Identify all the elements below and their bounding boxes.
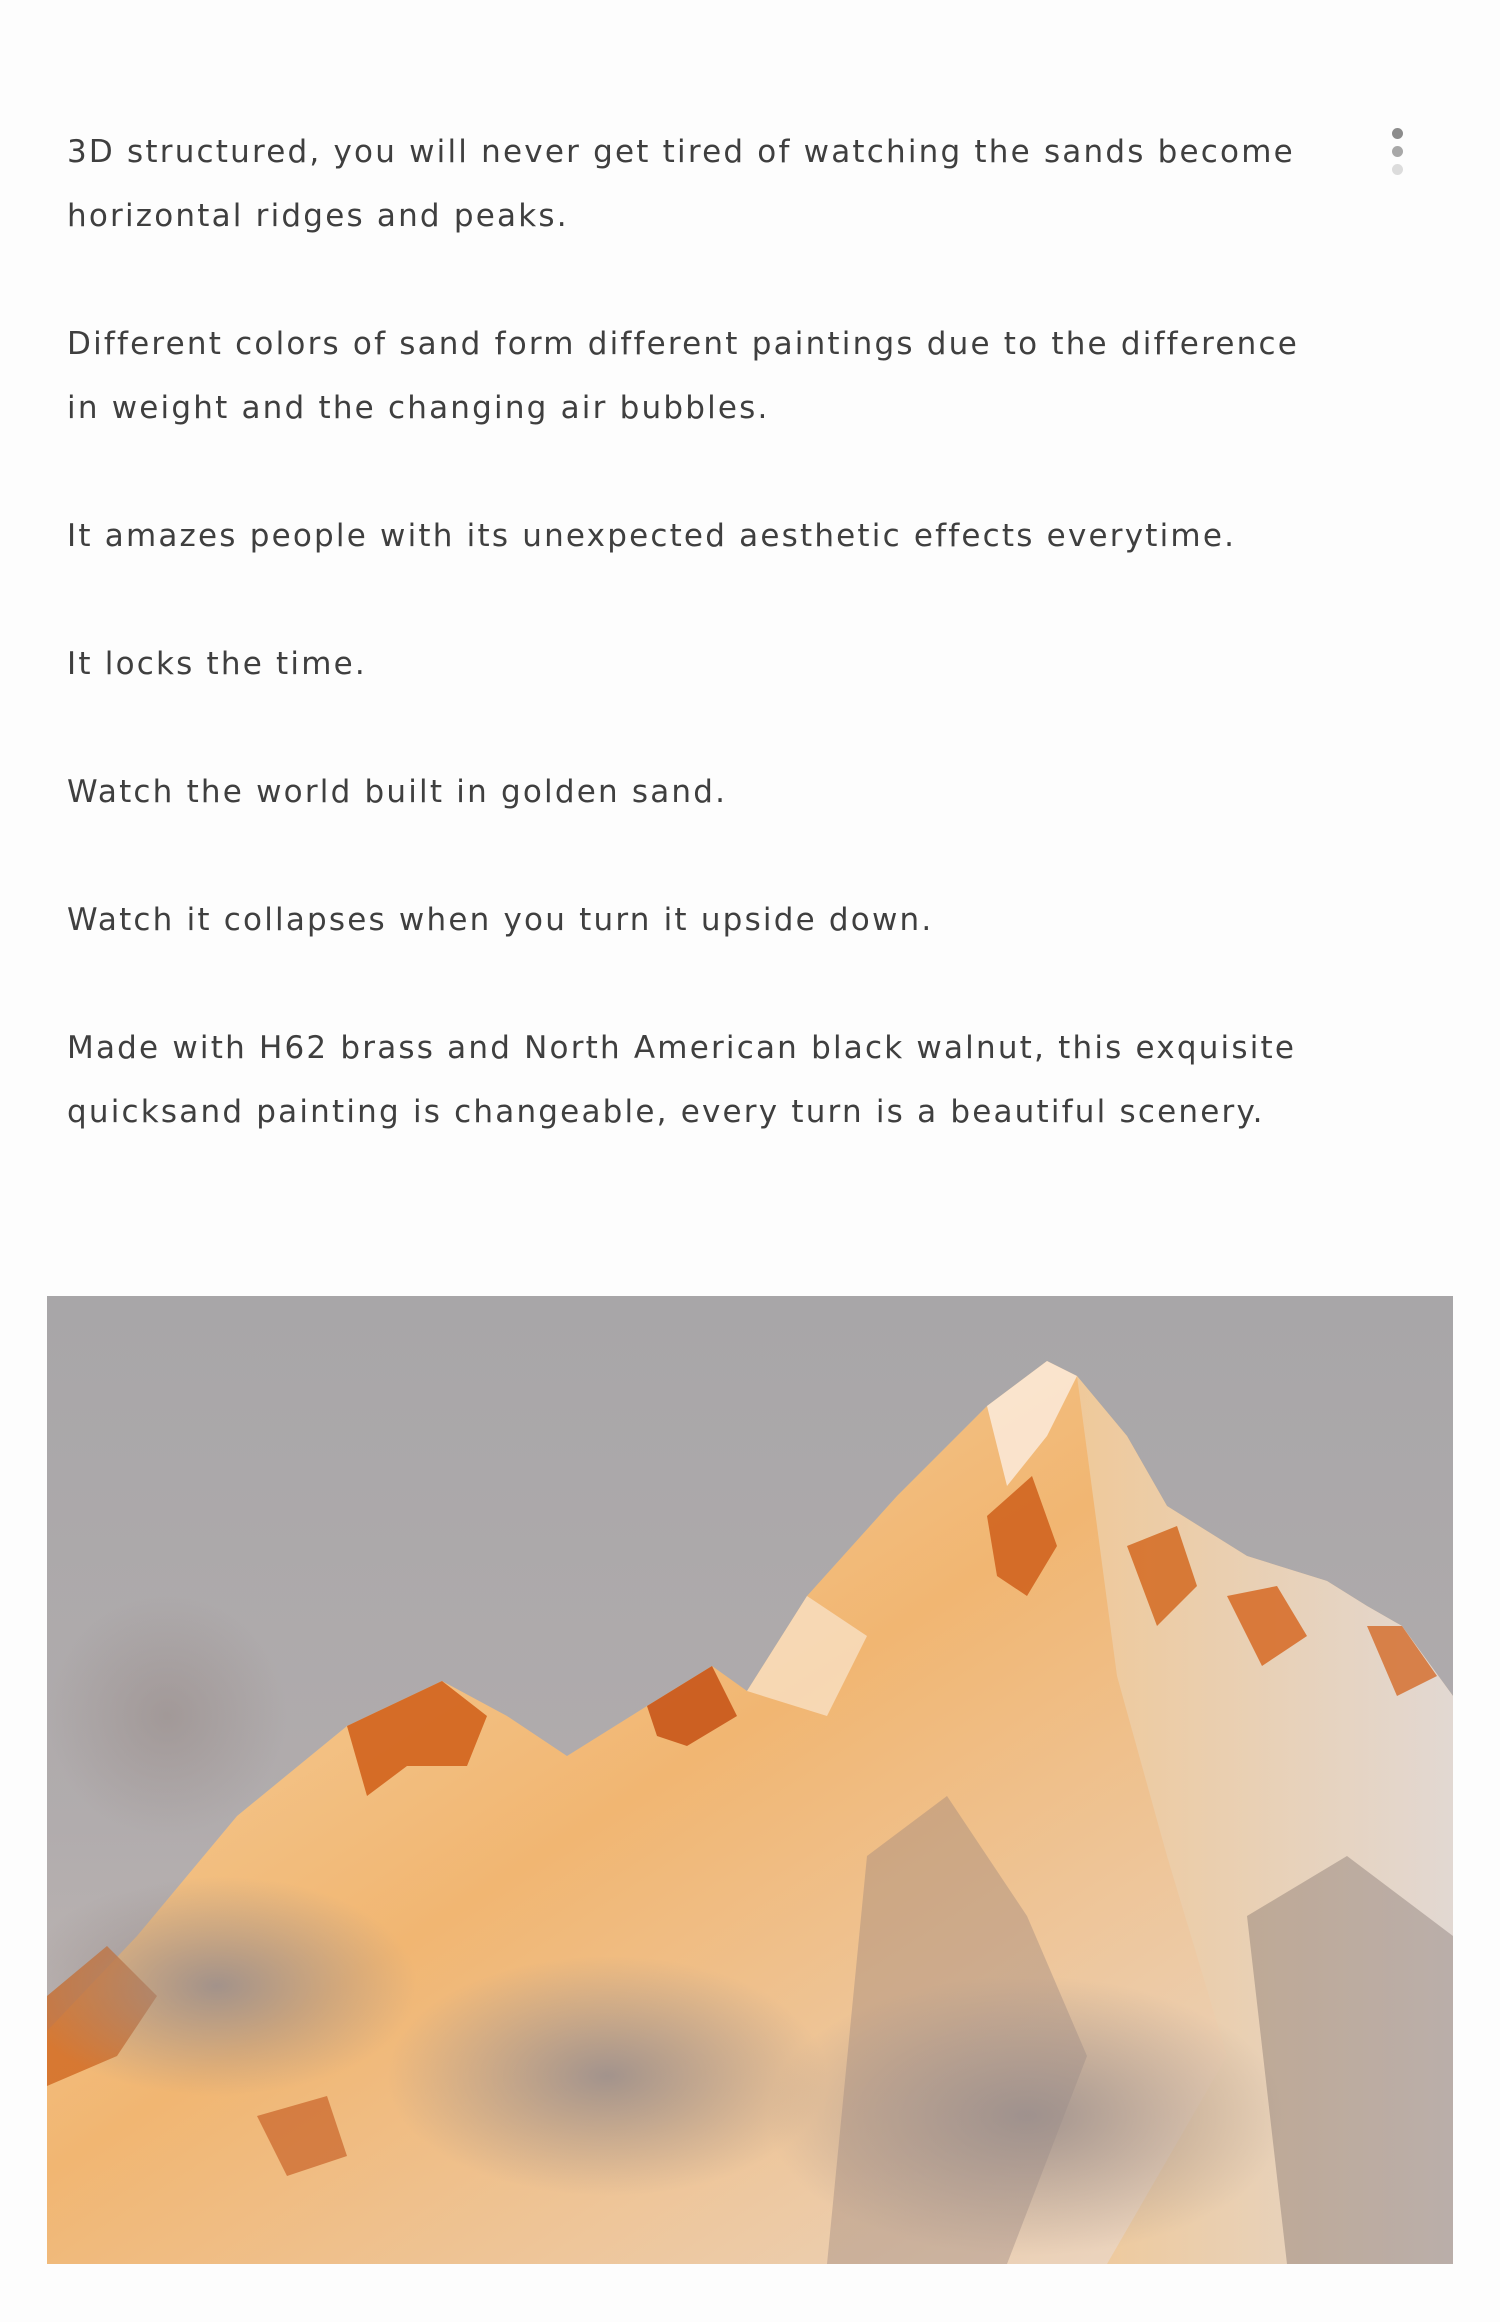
menu-dot bbox=[1392, 164, 1403, 175]
paragraph-golden-sand bbox=[67, 760, 1367, 824]
paragraph-line: horizontal ridges and peaks. bbox=[67, 198, 569, 234]
cloud bbox=[767, 1976, 1287, 2256]
paragraph-collapses bbox=[67, 888, 1367, 952]
paragraph-line: Watch the world built in golden sand. bbox=[67, 774, 728, 810]
paragraph-line: 3D structured, you will never get tired of watching the sands become bbox=[67, 134, 1295, 170]
paragraph-line: Different colors of sand form different paintings due to the difference bbox=[67, 326, 1299, 362]
cloud bbox=[387, 1956, 827, 2196]
paragraph-locks-time bbox=[67, 632, 1367, 696]
cloud bbox=[47, 1596, 287, 1836]
paragraph-3d-structured bbox=[67, 120, 1367, 248]
paragraph-line: It amazes people with its unexpected aesthetic effects everytime. bbox=[67, 518, 1237, 554]
paragraph-line: Watch it collapses when you turn it upside down. bbox=[67, 902, 934, 938]
paragraph-line: It locks the time. bbox=[67, 646, 367, 682]
mountain-illustration bbox=[47, 1296, 1453, 2264]
paragraph-different-colors bbox=[67, 312, 1367, 440]
menu-dot bbox=[1392, 146, 1403, 157]
mountain-hero-image bbox=[47, 1296, 1453, 2264]
paragraph-line: in weight and the changing air bubbles. bbox=[67, 390, 770, 426]
paragraph-line: Made with H62 brass and North American black walnut, this exquisite bbox=[67, 1030, 1297, 1066]
more-vertical-icon[interactable] bbox=[1386, 128, 1408, 196]
article-body bbox=[67, 120, 1367, 1208]
menu-dot bbox=[1392, 128, 1403, 139]
paragraph-materials bbox=[67, 1016, 1367, 1144]
paragraph-amazes bbox=[67, 504, 1367, 568]
paragraph-line: quicksand painting is changeable, every turn is a beautiful scenery. bbox=[67, 1094, 1265, 1130]
